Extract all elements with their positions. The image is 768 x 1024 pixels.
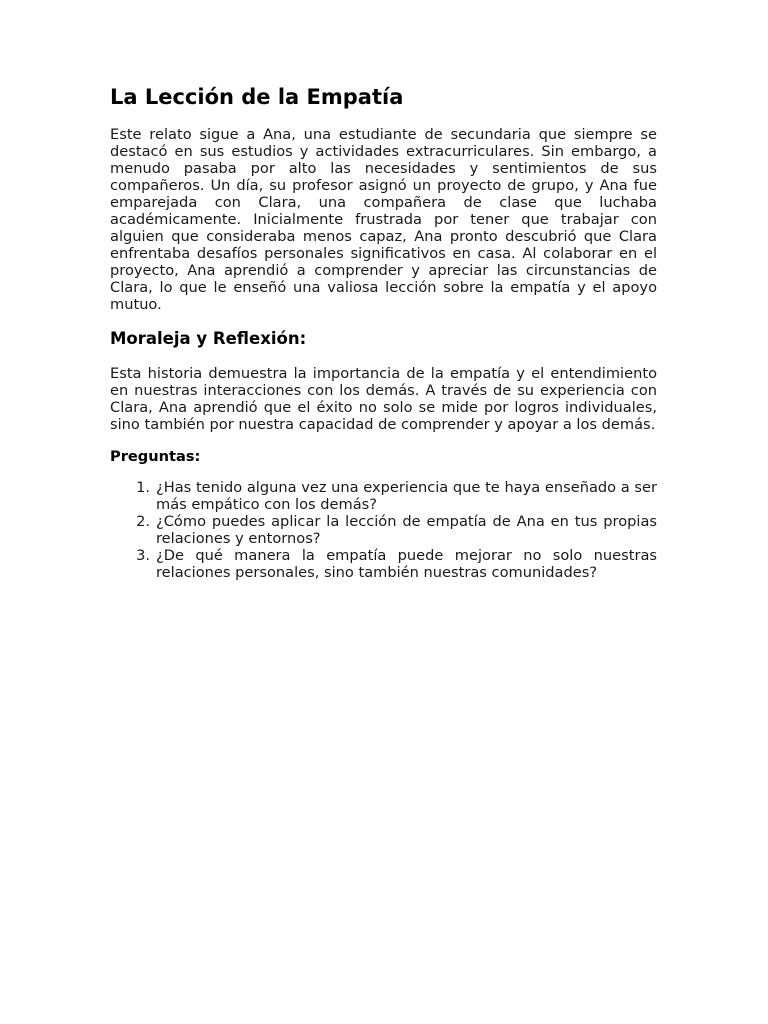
questions-heading: Preguntas: [110,448,201,465]
question-text: ¿Cómo puedes aplicar la lección de empatía de Ana en tus propias relaciones y entornos? [156,513,657,547]
question-number: 1. [136,479,150,496]
question-item [110,547,657,581]
question-item [110,479,657,513]
questions-list [110,479,657,581]
moral-heading: Moraleja y Reflexión: [110,329,307,348]
intro-paragraph: Este relato sigue a Ana, una estudiante de secundaria que siempre se destacó en sus estudios y actividades extracurriculares. Sin embargo, a menudo pasaba por alto las necesidades y sentimientos de sus compañeros. Un día, su profesor asignó un proyecto de grupo, y Ana fue emparejada con Clara, una compañera de clase que luchaba académicamente. Inicialmente frustrada por tener que trabajar con alguien que consideraba menos capaz, Ana pronto descubrió que Clara enfrentaba desafíos personales significativos en casa. Al colaborar en el proyecto, Ana aprendió a comprender y apreciar las circunstancias de Clara, lo que le enseñó una valiosa lección sobre la empatía y el apoyo mutuo. [110,126,657,313]
question-item [110,513,657,547]
document-page [110,82,657,581]
question-text: ¿Has tenido alguna vez una experiencia que te haya enseñado a ser más empático con los demás? [156,479,657,513]
document-title: La Lección de la Empatía [110,85,404,109]
moral-paragraph: Esta historia demuestra la importancia de la empatía y el entendimiento en nuestras interacciones con los demás. A través de su experiencia con Clara, Ana aprendió que el éxito no solo se mide por logros individuales, sino también por nuestra capacidad de comprender y apoyar a los demás. [110,365,657,433]
question-number: 2. [136,513,150,530]
question-text: ¿De qué manera la empatía puede mejorar no solo nuestras relaciones personales, sino también nuestras comunidades? [156,547,657,581]
question-number: 3. [136,547,150,564]
